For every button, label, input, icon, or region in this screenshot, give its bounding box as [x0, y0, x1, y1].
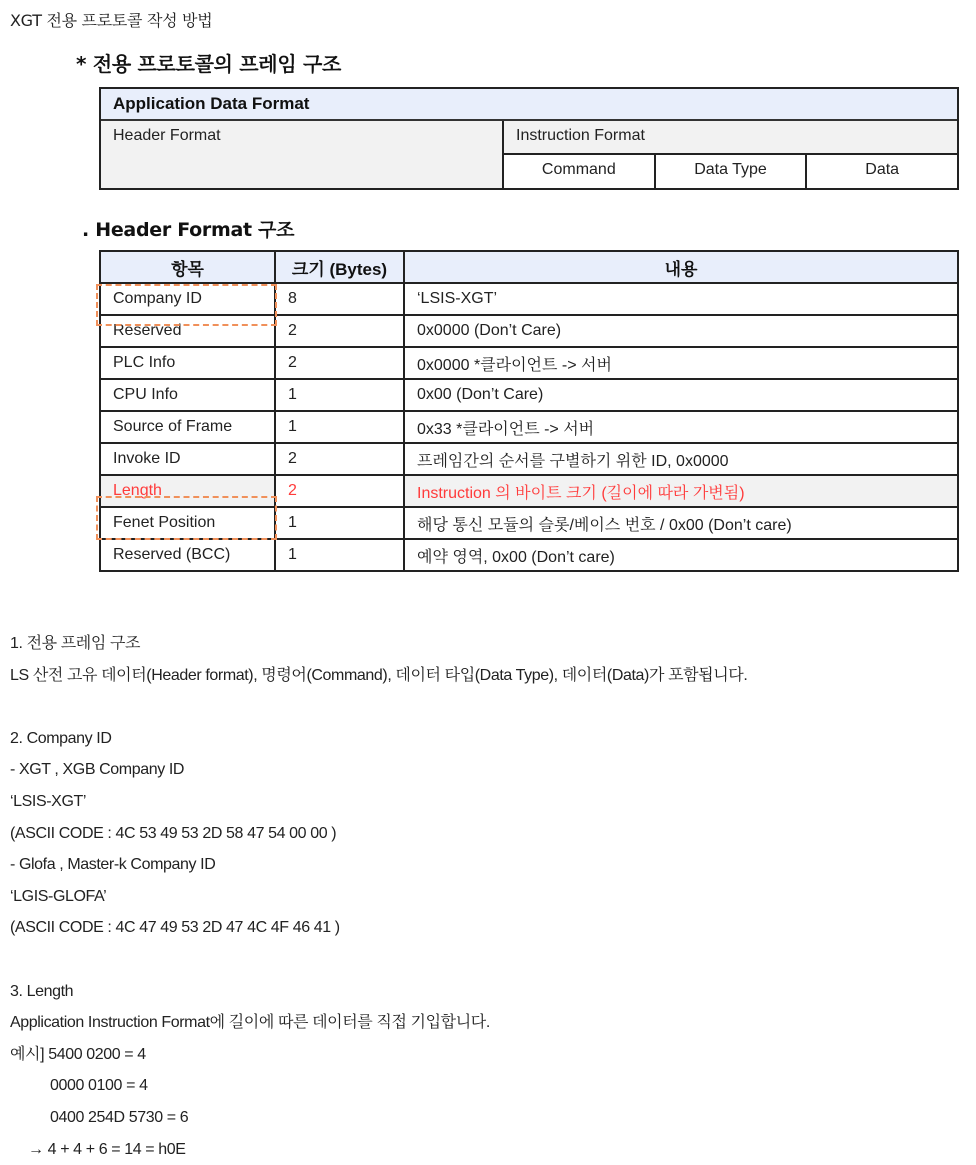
column-header-size: 크기 (Bytes) — [275, 251, 404, 283]
adf-data-type-cell: Data Type — [656, 155, 808, 188]
text-line: (ASCII CODE : 4C 47 49 53 2D 47 4C 4F 46 41 ) — [10, 912, 960, 944]
header-format-table — [99, 250, 959, 572]
cell-item: Fenet Position — [100, 507, 275, 539]
cell-content: 프레임간의 순서를 구별하기 위한 ID, 0x0000 — [404, 443, 958, 475]
cell-size: 2 — [275, 443, 404, 475]
table-row — [100, 315, 958, 347]
table-row — [100, 347, 958, 379]
text-line: 0400 254D 5730 = 6 — [10, 1102, 960, 1134]
cell-item: Company ID — [100, 283, 275, 315]
text-line: ‘LSIS-XGT’ — [10, 786, 960, 818]
text-line: 2. Company ID — [10, 723, 960, 755]
text-line: (ASCII CODE : 4C 53 49 53 2D 58 47 54 00 00 ) — [10, 818, 960, 850]
text-line: Application Instruction Format에 길이에 따른 데이터를 직접 기입합니다. — [10, 1007, 960, 1039]
table-row — [100, 379, 958, 411]
cell-content: ‘LSIS-XGT’ — [404, 283, 958, 315]
text-line: 0000 0100 = 4 — [10, 1070, 960, 1102]
table-row — [100, 283, 958, 315]
cell-size: 1 — [275, 411, 404, 443]
text-line — [10, 944, 960, 976]
cell-item: CPU Info — [100, 379, 275, 411]
cell-item: Reserved — [100, 315, 275, 347]
section-title-frame-structure: * 전용 프로토콜의 프레임 구조 — [76, 48, 341, 77]
column-header-content: 내용 — [404, 251, 958, 283]
table-header-row — [100, 251, 958, 283]
section-title-header-format: . Header Format 구조 — [82, 215, 294, 242]
text-line: → 4 + 4 + 6 = 14 = h0E — [10, 1134, 960, 1165]
cell-item: Invoke ID — [100, 443, 275, 475]
text-line: LS 산전 고유 데이터(Header format), 명령어(Command), 데이터 타입(Data Type), 데이터(Data)가 포함됩니다. — [10, 660, 960, 692]
adf-command-cell: Command — [504, 155, 656, 188]
text-line — [10, 691, 960, 723]
cell-size: 1 — [275, 379, 404, 411]
column-header-item: 항목 — [100, 251, 275, 283]
adf-header: Application Data Format — [101, 89, 957, 121]
document-title: XGT 전용 프로토콜 작성 방법 — [10, 8, 212, 31]
text-line: - Glofa , Master-k Company ID — [10, 849, 960, 881]
text-line: 예시] 5400 0200 = 4 — [10, 1039, 960, 1071]
cell-size: 8 — [275, 283, 404, 315]
adf-data-cell: Data — [807, 155, 957, 188]
cell-size: 2 — [275, 475, 404, 507]
table-row — [100, 539, 958, 571]
cell-content: 0x00 (Don’t Care) — [404, 379, 958, 411]
table-row — [100, 411, 958, 443]
cell-size: 2 — [275, 347, 404, 379]
cell-content: 0x0000 (Don’t Care) — [404, 315, 958, 347]
text-line: 3. Length — [10, 976, 960, 1008]
application-data-format-table — [99, 87, 959, 190]
cell-content: 예약 영역, 0x00 (Don’t care) — [404, 539, 958, 571]
table-row — [100, 443, 958, 475]
cell-content: 0x0000 *클라이언트 -> 서버 — [404, 347, 958, 379]
cell-item: PLC Info — [100, 347, 275, 379]
cell-content: 해당 통신 모듈의 슬롯/베이스 번호 / 0x00 (Don’t care) — [404, 507, 958, 539]
cell-content: 0x33 *클라이언트 -> 서버 — [404, 411, 958, 443]
text-line: 1. 전용 프레임 구조 — [10, 628, 960, 660]
text-line: - XGT , XGB Company ID — [10, 754, 960, 786]
table-row-length-highlighted — [100, 475, 958, 507]
adf-instruction-format-cell: Instruction Format — [504, 121, 957, 155]
cell-size: 2 — [275, 315, 404, 347]
table-row — [100, 507, 958, 539]
cell-content: Instruction 의 바이트 크기 (길이에 따라 가변됨) — [404, 475, 958, 507]
explanation-text — [10, 628, 960, 1165]
cell-size: 1 — [275, 507, 404, 539]
cell-item: Source of Frame — [100, 411, 275, 443]
cell-size: 1 — [275, 539, 404, 571]
cell-item: Length — [100, 475, 275, 507]
adf-header-format-cell: Header Format — [101, 121, 504, 188]
text-line: ‘LGIS-GLOFA’ — [10, 881, 960, 913]
cell-item: Reserved (BCC) — [100, 539, 275, 571]
